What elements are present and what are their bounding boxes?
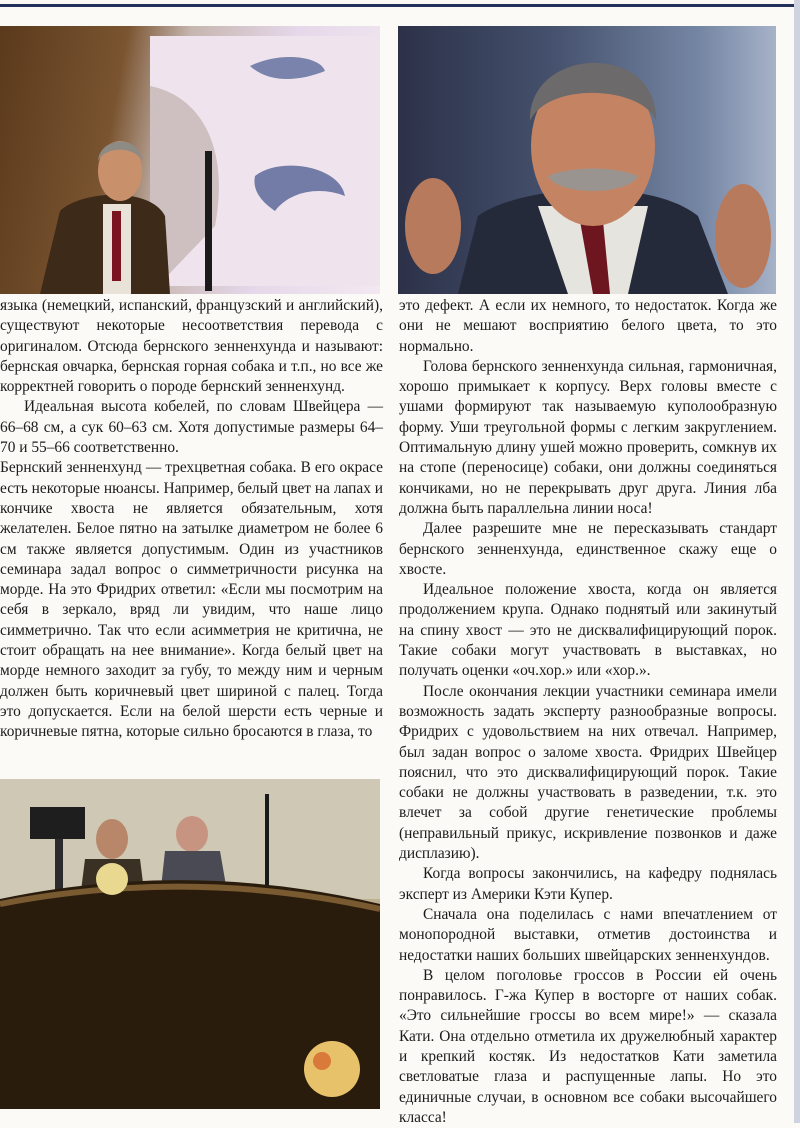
panel-photo-illustration (0, 779, 380, 1109)
speaker-closeup-photo (398, 26, 776, 294)
right-text-column (399, 296, 777, 1128)
seminar-panel-photo (0, 779, 380, 1109)
paragraph: Голова бернского зенненхунда сильная, гармоничная, хорошо примыкает к корпусу. Верх головы вместе с ушами формируют так называемую куполообразную форму. Уши треугольной формы с легким закруглением. Оптимальную длину ушей можно проверить, сомкнув их на стопе (переносице) собаки, они должны соединяться кончиками, но не перекрывать друг друга. Линия лба должна быть параллельна линии носа! (399, 357, 777, 517)
left-text-column (0, 296, 383, 743)
paragraph: Сначала она поделилась с нами впечатлением от монопородной выставки, отметив достоинства и недостатки наших больших швейцарских зенненхундов. (399, 905, 777, 964)
paragraph: В целом поголовье гроссов в России ей очень понравилось. Г-жа Купер в восторге от наших собак. «Это сильнейшие гроссы во всем мире!» — сказала Кати. Она отдельно отметила их дружелюбный характер и крепкий костяк. Из недостатков Кати заметила светловатые глаза и распущенные лапы. Но это единичные случаи, в основном все собаки высочайшего класса! (399, 966, 777, 1126)
flower-bouquet-left (96, 863, 128, 895)
speaker-tie (112, 211, 121, 281)
paragraph: Далее разрешите мне не пересказывать стандарт бернского зенненхунда, единственное скажу еще о хвосте. (399, 520, 777, 578)
closeup-photo-illustration (398, 26, 776, 294)
lecture-photo-illustration (0, 26, 380, 294)
speaker-hand-left (405, 178, 461, 274)
flower-bouquet-right (304, 1041, 360, 1097)
lecture-photo (0, 26, 380, 294)
video-camera (30, 807, 85, 839)
speaker-hand-right (715, 184, 771, 288)
expert-left-face (96, 819, 128, 859)
paragraph: это дефект. А если их немного, то недостаток. Когда же они не мешают восприятию белого цвета, то это нормально. (399, 297, 777, 355)
microphone (205, 151, 212, 291)
paragraph: Идеальное положение хвоста, когда он является продолжением крупа. Однако поднятый или закинутый на спину хвост — это не дисквалифицирующий порок. Такие собаки могут участвовать в выставках, но получать оценки «оч.хор.» или «хор.». (399, 581, 777, 680)
paragraph: языка (немецкий, испанский, французский и английский), существуют некоторые несоответствия перевода с оригиналом. Отсюда бернского зенненхунда и называют: бернская овчарка, бернская горная собака и т.п., но все же корректней говорить о породе бернский зенненхунд. (0, 297, 383, 396)
flower-detail (313, 1052, 331, 1070)
paragraph: Бернский зенненхунд — трехцветная собака. В его окрасе есть некоторые нюансы. Например, белый цвет на лапах и кончике хвоста не является обязательным, хотя желателен. Белое пятно на затылке диаметром не более 6 см также является допустимым. Один из участников семинара задал вопрос о симметричности рисунка на морде. На это Фридрих ответил: «Если мы посмотрим на себя в зеркало, вряд ли увидим, что наше лицо симметрично. Так что если асимметрия не критична, не стоит обращать на нее внимание». Когда белый цвет на морде немного заходит за губу, то между ним и черным должен быть коричневый цвет шириной с палец. Тогда это допускается. Если на белой шерсти есть черные и коричневые пятна, которые сильно бросаются в глаза, то (0, 459, 383, 741)
paragraph: Когда вопросы закончились, на кафедру поднялась эксперт из Америки Кэти Купер. (399, 865, 777, 903)
paragraph: Идеальная высота кобелей, по словам Швейцера — 66–68 см, а сук 60–63 см. Хотя допустимые размеры 64–70 и 55–66 соответственно. (0, 398, 383, 457)
top-rule (0, 4, 800, 7)
expert-right-face (176, 816, 208, 852)
page-edge (794, 0, 800, 1123)
paragraph: После окончания лекции участники семинара имели возможность задать эксперту разнообразные вопросы. Фридрих с удовольствием на них отвечал. Например, был задан вопрос о заломе хвоста. Фридрих Швейцер пояснил, что это дисквалифицирующий порок. Такие собаки не должны участвовать в разведении, т.к. это влечет за собой другие генетические проблемы (неправильный прикус, искривление позвонков и даже дисплазию). (399, 682, 777, 863)
